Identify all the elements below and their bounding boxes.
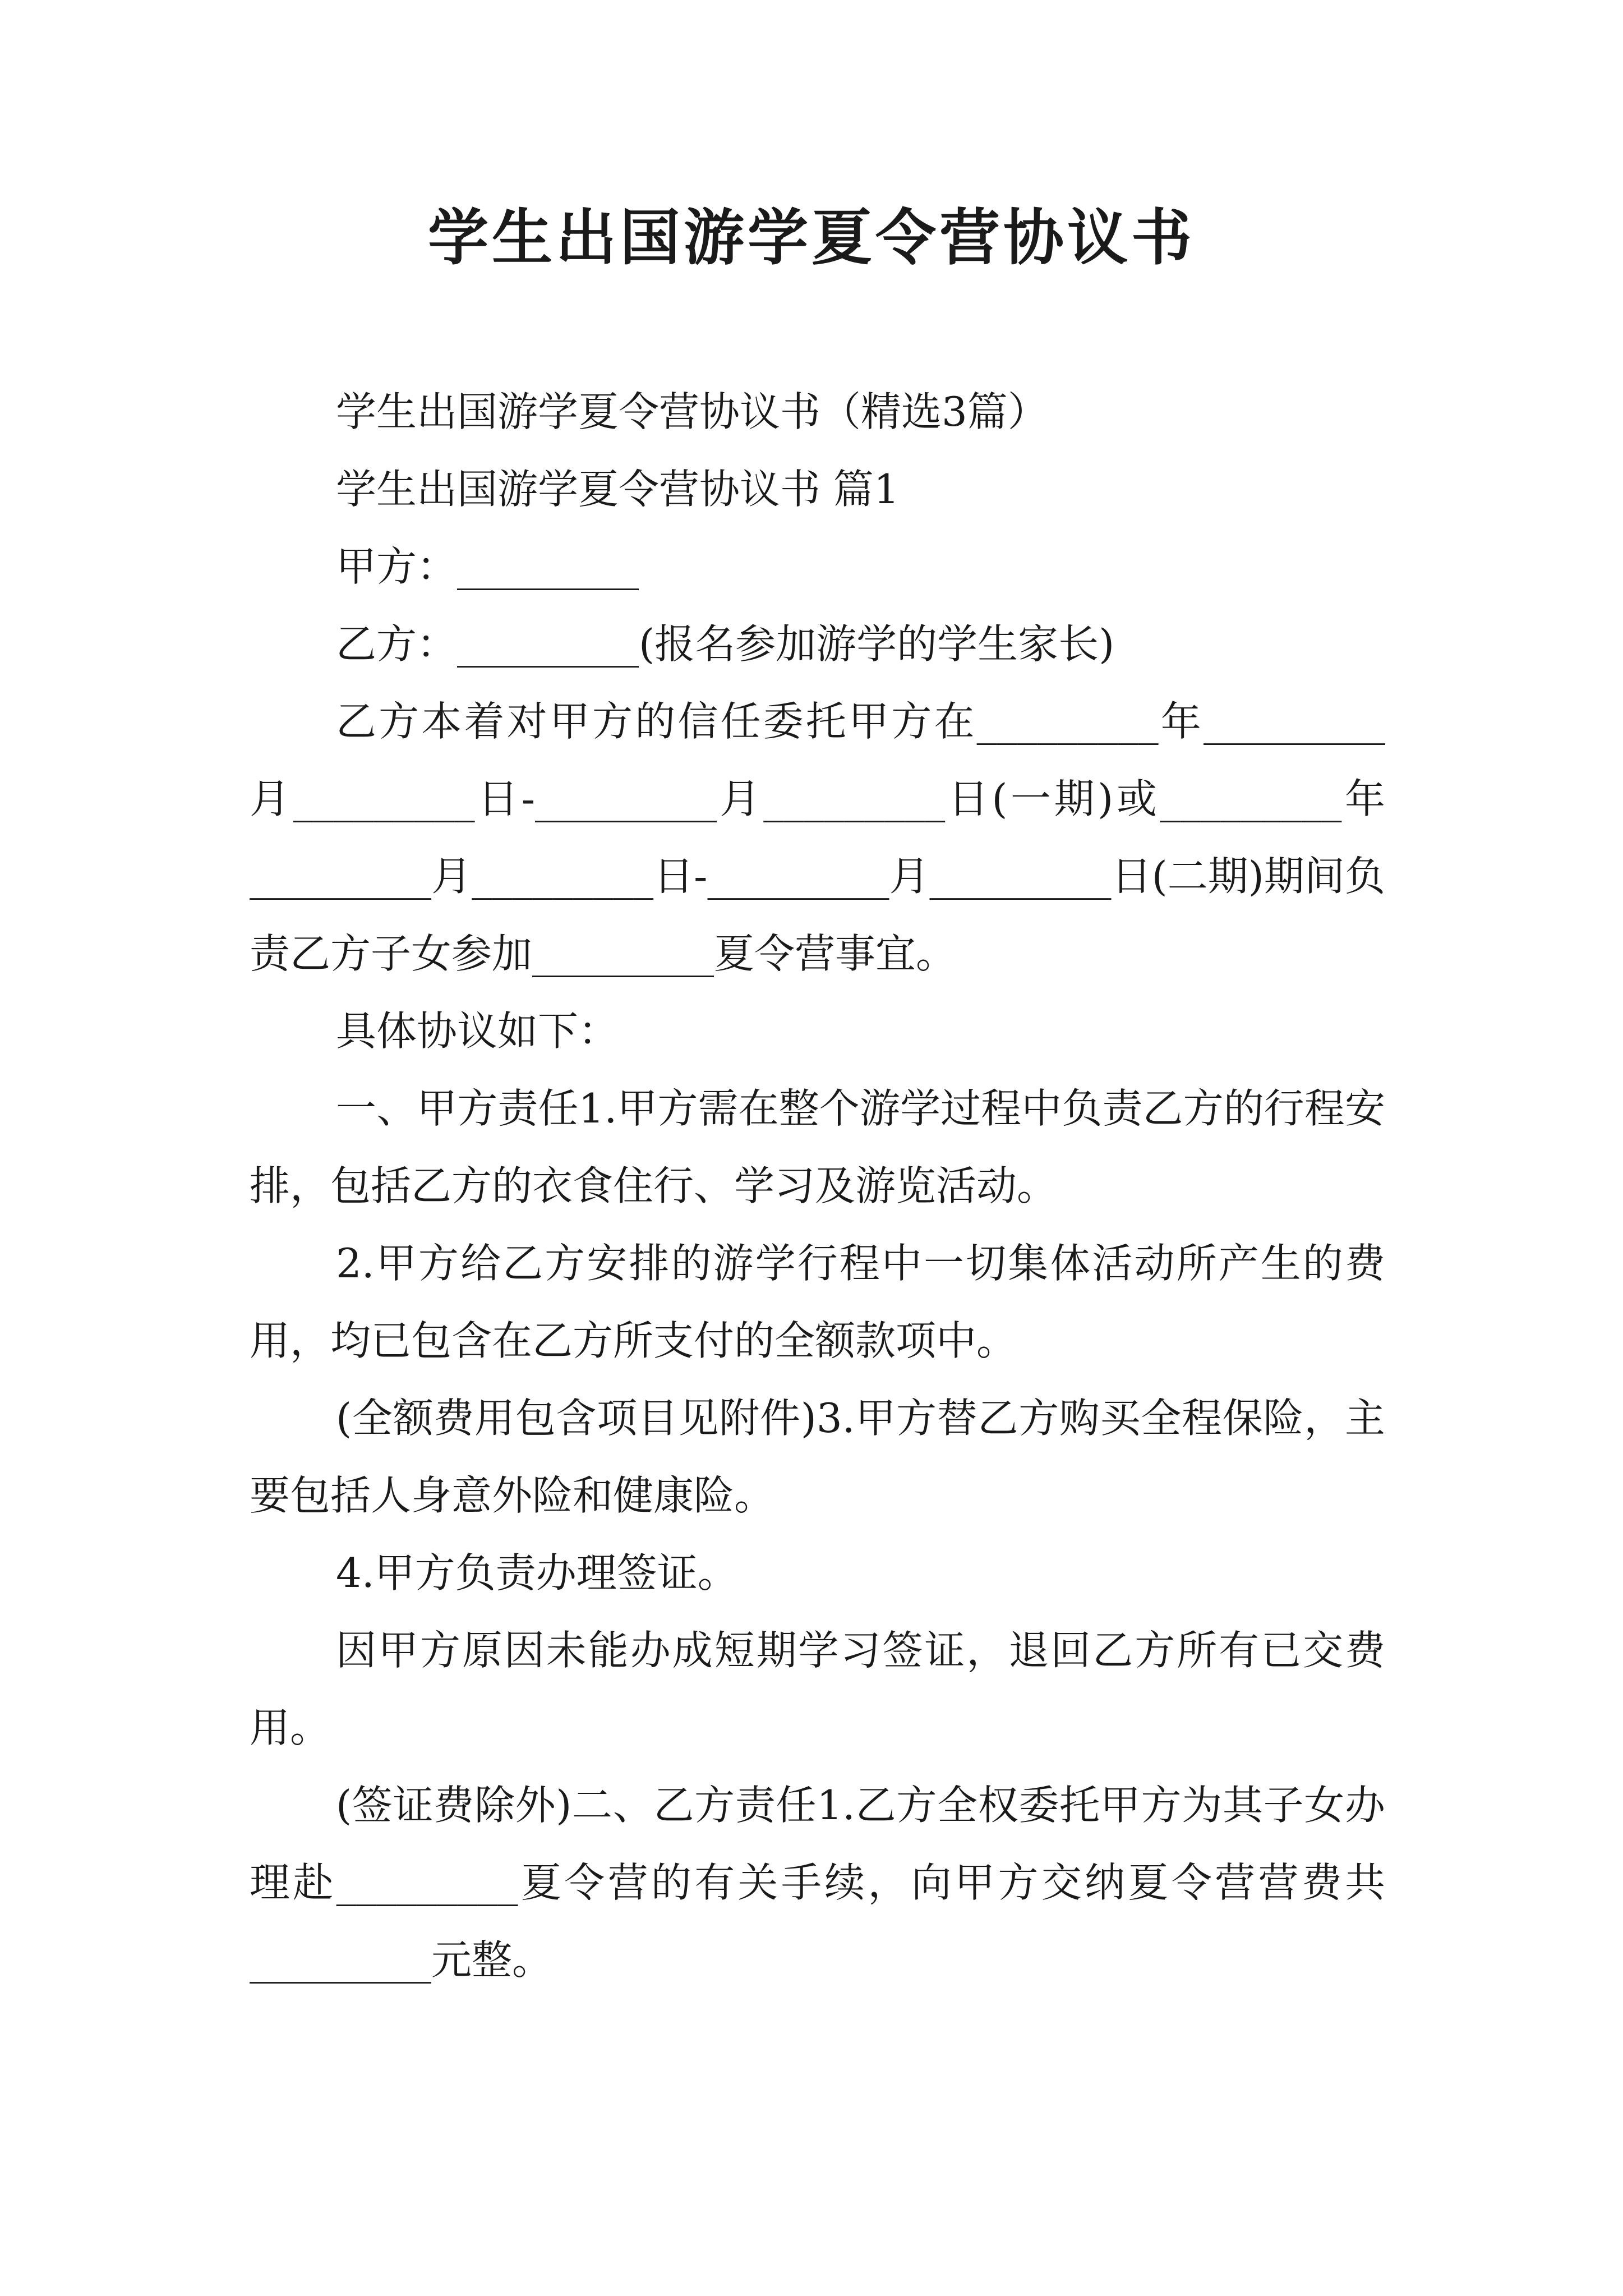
paragraph-party-a-duty-4: 4.甲方负责办理签证。 <box>336 1549 738 1596</box>
paragraph-visa-refund: 因甲方原因未能办成短期学习签证，退回乙方所有已交费用。 <box>250 1627 1385 1751</box>
paragraph-party-b: 乙方：_________(报名参加游学的学生家长) <box>336 620 1115 668</box>
paragraph-party-a: 甲方：_________ <box>336 543 639 590</box>
document-title: 学生出国游学夏令营协议书 <box>427 203 1195 273</box>
paragraph-party-a-duty-2: 2.甲方给乙方安排的游学行程中一切集体活动所产生的费用，均已包含在乙方所支付的全额款项中。 <box>250 1240 1385 1364</box>
paragraph-party-a-duty-3: (全额费用包含项目见附件)3.甲方替乙方购买全程保险，主要包括人身意外险和健康险。 <box>250 1395 1385 1519</box>
paragraph-party-b-duty-1: (签证费除外)二、乙方责任1.乙方全权委托甲方为其子女办理赴_________夏令营的有关手续，向甲方交纳夏令营营费共_________元整。 <box>250 1782 1385 1984</box>
paragraph-subtitle: 学生出国游学夏令营协议书（精选3篇） <box>336 388 1048 435</box>
paragraph-party-a-duty-1: 一、甲方责任1.甲方需在整个游学过程中负责乙方的行程安排，包括乙方的衣食住行、学习及游览活动。 <box>250 1085 1385 1209</box>
paragraph-agreement-intro: 具体协议如下： <box>336 1007 619 1055</box>
paragraph-section-heading: 学生出国游学夏令营协议书 篇1 <box>336 466 900 513</box>
paragraph-entrustment: 乙方本着对甲方的信任委托甲方在_________年_________月_________日-_________月_________日(一期)或_________年_________月_________日-_________月_________日(二期)期间负责乙方子女参加_________夏令营事宜。 <box>250 698 1385 977</box>
document-body <box>250 373 1385 1999</box>
